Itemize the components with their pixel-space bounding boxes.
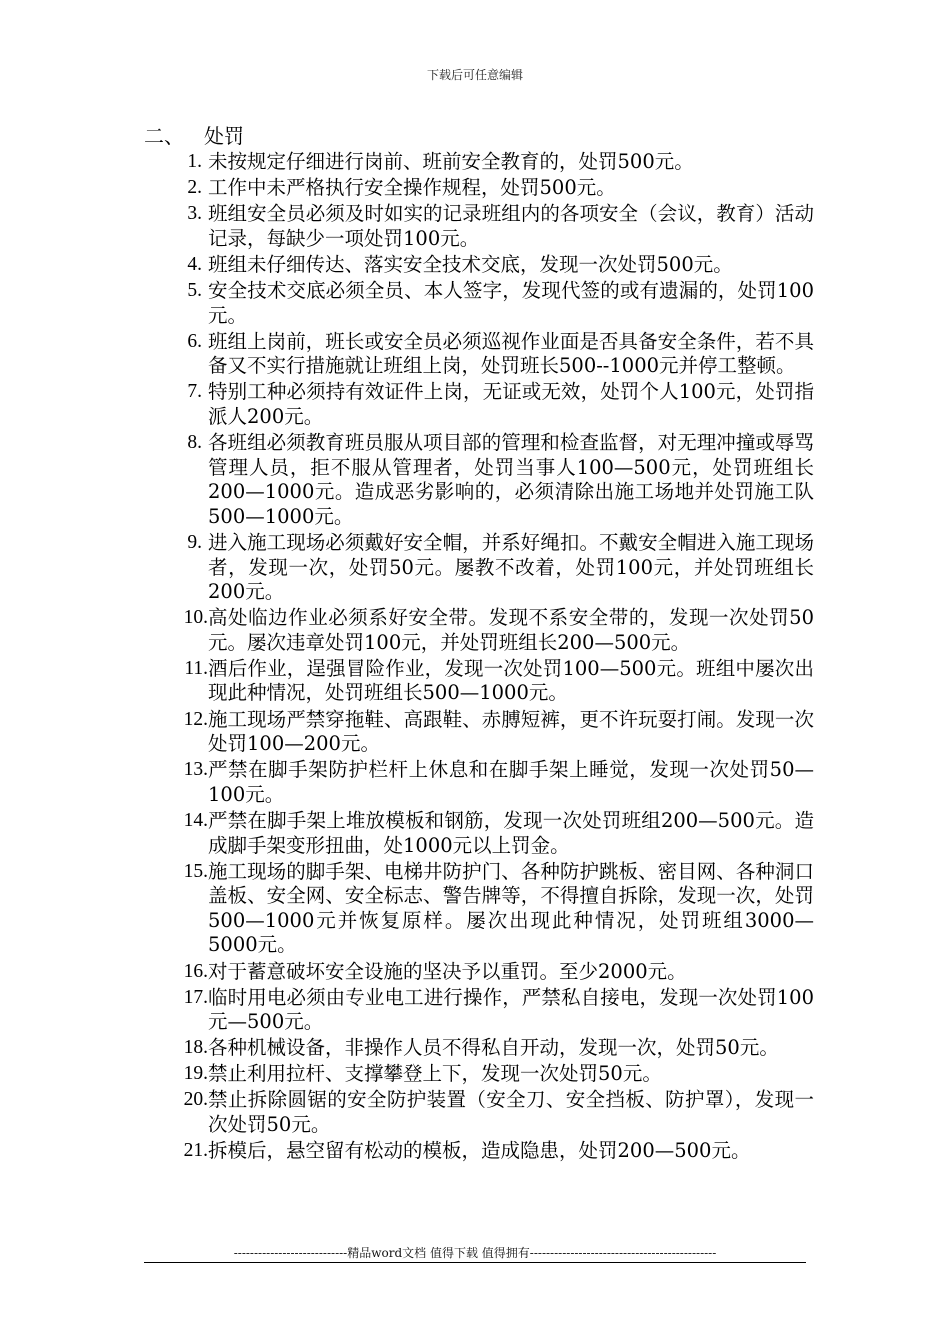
list-item: [174, 1062, 814, 1087]
list-item-number: 9.: [187, 531, 202, 553]
list-item-text: 对于蓄意破坏安全设施的坚决予以重罚。至少2000元。: [208, 959, 687, 983]
list-item-text: 拆模后，悬空留有松动的模板，造成隐患，处罚200—500元。: [208, 1139, 751, 1163]
list-item: [174, 150, 814, 175]
page-footer: ----------------------------精品word文档 值得下载 值得拥有----------------------------------------------: [233, 1246, 717, 1260]
list-item-text: 禁止拆除圆锯的安全防护装置（安全刀、安全挡板、防护罩），发现一次处罚50元。: [208, 1088, 814, 1137]
list-item-text: 临时用电必须由专业电工进行操作，严禁私自接电，发现一次处罚100元—500元。: [208, 985, 814, 1034]
list-item: [174, 708, 814, 757]
list-item-number: 6.: [187, 330, 202, 352]
list-item-text: 安全技术交底必须全员、本人签字，发现代签的或有遗漏的，处罚100元。: [208, 278, 814, 327]
list-item-text: 各班组必须教育班员服从项目部的管理和检查监督，对无理冲撞或辱骂管理人员，拒不服从管理者，处罚当事人100—500元，处罚班组长200—1000元。造成恶劣影响的，必须清除出施工场地并处罚施工队500—1000元。: [208, 431, 814, 528]
list-item-number: 15.: [183, 860, 208, 882]
list-item: [174, 1088, 814, 1137]
list-item: [174, 809, 814, 858]
list-item-text: 施工现场的脚手架、电梯井防护门、各种防护跳板、密目网、各种洞口盖板、安全网、安全标志、警告牌等，不得擅自拆除，发现一次，处罚500—1000元并恢复原样。屡次出现此种情况，处罚班组3000—5000元。: [208, 859, 814, 957]
list-item: [174, 202, 814, 251]
list-item-number: 14.: [183, 809, 208, 831]
list-item-text: 施工现场严禁穿拖鞋、高跟鞋、赤膊短裤，更不许玩耍打闹。发现一次处罚100—200元。: [208, 707, 814, 756]
list-item-number: 7.: [187, 381, 202, 403]
list-item-text: 高处临边作业必须系好安全带。发现不系安全带的，发现一次处罚50元。屡次违章处罚100元，并处罚班组长200—500元。: [208, 606, 814, 654]
list-item: [174, 176, 814, 201]
penalty-list: [174, 150, 814, 1165]
list-item-text: 未按规定仔细进行岗前、班前安全教育的，处罚500元。: [208, 150, 694, 173]
list-item-text: 进入施工现场必须戴好安全帽，并系好绳扣。不戴安全帽进入施工现场者，发现一次，处罚50元。屡教不改着，处罚100元，并处罚班组长200元。: [208, 530, 814, 604]
list-item: [174, 860, 814, 958]
list-item: [174, 657, 814, 706]
list-item-number: 12.: [183, 708, 208, 730]
list-item: [174, 531, 814, 605]
list-item-number: 2.: [187, 177, 202, 199]
list-item-text: 严禁在脚手架上堆放模板和钢筋，发现一次处罚班组200—500元。造成脚手架变形扭曲，处1000元以上罚金。: [208, 808, 814, 857]
list-item: [174, 758, 814, 807]
page-header: 下载后可任意编辑: [426, 68, 523, 82]
list-item-number: 11.: [184, 657, 208, 679]
list-item: [174, 986, 814, 1035]
list-item-text: 工作中未严格执行安全操作规程，处罚500元。: [208, 176, 616, 200]
list-item-number: 18.: [183, 1037, 208, 1059]
list-item-number: 13.: [183, 759, 208, 781]
list-item: [174, 960, 814, 985]
list-item: [174, 253, 814, 278]
list-item-number: 17.: [183, 986, 208, 1008]
section-heading: [144, 124, 244, 148]
list-item-number: 8.: [187, 432, 202, 454]
list-item-text: 各种机械设备，非操作人员不得私自开动，发现一次，处罚50元。: [208, 1036, 779, 1060]
list-item-text: 班组未仔细传达、落实安全技术交底，发现一次处罚500元。: [208, 252, 733, 276]
list-item-text: 禁止利用拉杆、支撑攀登上下，发现一次处罚50元。: [208, 1062, 662, 1086]
list-item: [174, 279, 814, 328]
list-item-number: 19.: [183, 1063, 208, 1085]
section-title: 处罚: [204, 124, 244, 148]
list-item-text: 严禁在脚手架防护栏杆上休息和在脚手架上睡觉，发现一次处罚50—100元。: [208, 758, 814, 806]
list-item: [174, 380, 814, 429]
list-item-number: 20.: [183, 1089, 208, 1111]
list-item: [174, 1036, 814, 1061]
list-item: [174, 330, 814, 379]
list-item-number: 1.: [187, 151, 202, 172]
footer-rule: [144, 1262, 806, 1263]
list-item-text: 酒后作业，逞强冒险作业，发现一次处罚100—500元。班组中屡次出现此种情况，处罚班组长500—1000元。: [208, 656, 814, 705]
list-item-text: 班组上岗前，班长或安全员必须巡视作业面是否具备安全条件，若不具备又不实行措施就让班组上岗，处罚班长500--1000元并停工整顿。: [208, 329, 814, 378]
list-item-text: 特别工种必须持有效证件上岗，无证或无效，处罚个人100元，处罚指派人200元。: [208, 380, 814, 428]
list-item: [174, 606, 814, 655]
list-item-number: 21.: [183, 1140, 208, 1162]
list-item-number: 4.: [187, 253, 202, 275]
section-number: 二、: [144, 124, 184, 148]
list-item-number: 10.: [183, 607, 208, 629]
list-item-number: 3.: [187, 203, 202, 225]
list-item: [174, 431, 814, 529]
list-item-text: 班组安全员必须及时如实的记录班组内的各项安全（会议，教育）活动记录，每缺少一项处罚100元。: [208, 202, 814, 250]
list-item-number: 16.: [183, 960, 208, 982]
list-item-number: 5.: [187, 279, 202, 301]
list-item: [174, 1139, 814, 1164]
